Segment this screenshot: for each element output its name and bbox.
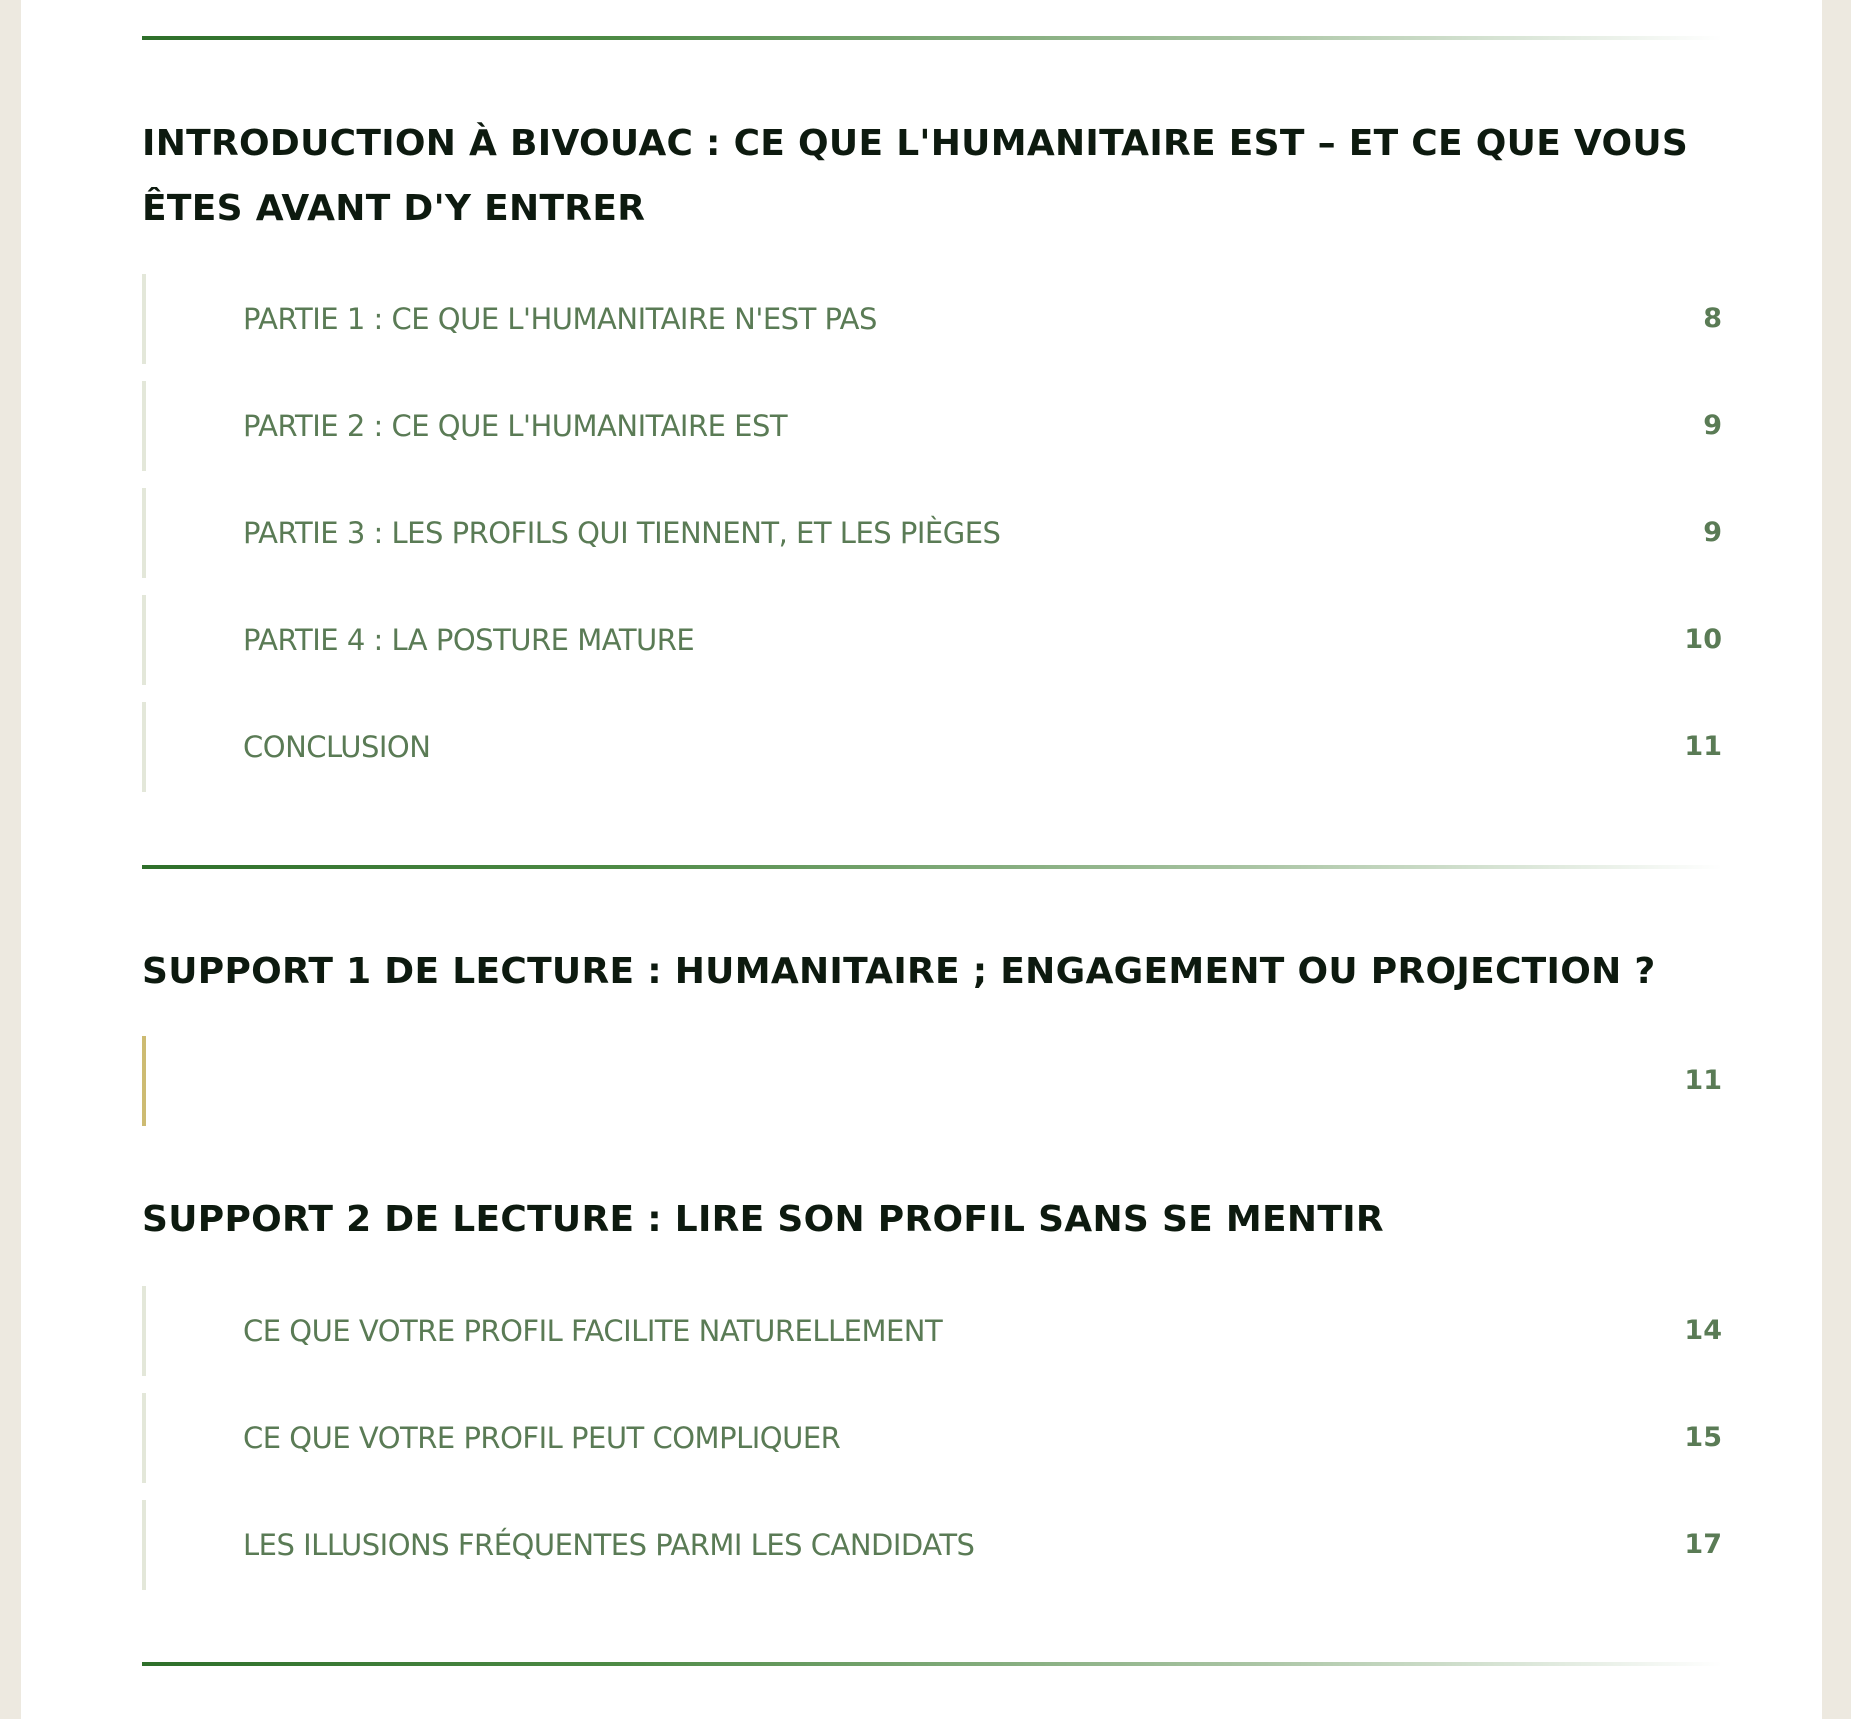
toc-entry-conclusion[interactable]	[142, 702, 1722, 792]
toc-entry-label: PARTIE 1 : CE QUE L'HUMANITAIRE N'EST PAS	[243, 302, 877, 336]
section-divider	[142, 865, 1722, 869]
section-divider	[142, 1662, 1722, 1666]
toc-entry-label: PARTIE 3 : LES PROFILS QUI TIENNENT, ET LES PIÈGES	[243, 516, 1001, 550]
toc-entry-page-number: 9	[1703, 517, 1722, 548]
toc-entry-label: CE QUE VOTRE PROFIL PEUT COMPLIQUER	[243, 1421, 841, 1455]
toc-entry-page-number: 14	[1684, 1315, 1722, 1346]
toc-entry-partie-1[interactable]	[142, 274, 1722, 364]
toc-entry-partie-3[interactable]	[142, 488, 1722, 578]
toc-entry-partie-2[interactable]	[142, 381, 1722, 471]
toc-entry-label: PARTIE 2 : CE QUE L'HUMANITAIRE EST	[243, 409, 788, 443]
toc-entry-page-number: 15	[1684, 1422, 1722, 1453]
toc-entry-label: CE QUE VOTRE PROFIL FACILITE NATURELLEMENT	[243, 1314, 943, 1348]
toc-entry-profil-facilite[interactable]	[142, 1286, 1722, 1376]
section-heading-introduction: INTRODUCTION À BIVOUAC : CE QUE L'HUMANITAIRE EST – ET CE QUE VOUS ÊTES AVANT D'Y ENTRER	[142, 123, 1689, 229]
toc-entry-illusions[interactable]	[142, 1500, 1722, 1590]
toc-entry-page-number: 9	[1703, 410, 1722, 441]
toc-entry-label: CONCLUSION	[243, 730, 431, 764]
document-page	[21, 0, 1822, 1719]
toc-entry-page-number: 10	[1684, 624, 1722, 655]
toc-entry-label: PARTIE 4 : LA POSTURE MATURE	[243, 623, 695, 657]
toc-entry-label: LES ILLUSIONS FRÉQUENTES PARMI LES CANDIDATS	[243, 1528, 975, 1562]
section-heading-support-2: SUPPORT 2 DE LECTURE : LIRE SON PROFIL SANS SE MENTIR	[142, 1199, 1384, 1240]
toc-entry-page-number: 11	[1684, 731, 1722, 762]
section-heading-support-1: SUPPORT 1 DE LECTURE : HUMANITAIRE ; ENGAGEMENT OU PROJECTION ?	[142, 951, 1656, 992]
toc-entry-partie-4[interactable]	[142, 595, 1722, 685]
section-divider	[142, 36, 1722, 40]
toc-entry-page-number: 11	[1684, 1065, 1722, 1096]
toc-entry-profil-compliquer[interactable]	[142, 1393, 1722, 1483]
toc-entry-page-number: 8	[1703, 303, 1722, 334]
toc-entry-page-number: 17	[1684, 1529, 1722, 1560]
toc-entry-support-1[interactable]	[142, 1036, 1722, 1126]
